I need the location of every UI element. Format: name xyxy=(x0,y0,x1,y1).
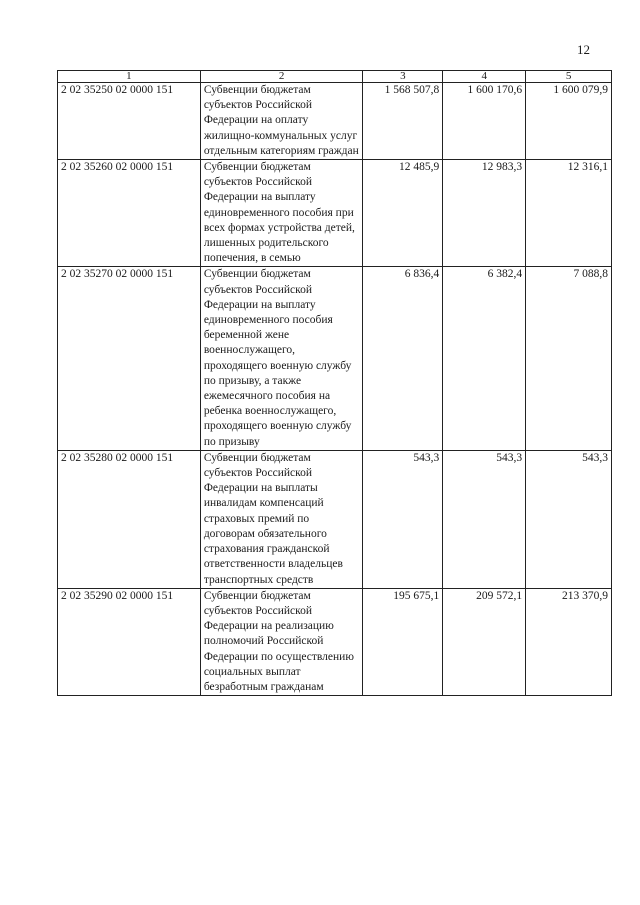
subvention-name: Субвенции бюджетам субъектов Российской Федерации на оплату жилищно-коммунальных услуг отдельным категориям граждан xyxy=(200,83,363,160)
subvention-name: Субвенции бюджетам субъектов Российской Федерации на выплату единовременного пособия беременной жене военнослужащего, проходящего военную службу по призыву, а также ежемесячного пособия на ребенка военнослужащего, проходящего военную службу по призыву xyxy=(200,267,363,450)
table-row xyxy=(58,83,612,160)
budget-code: 2 02 35280 02 0000 151 xyxy=(58,450,201,588)
subvention-name: Субвенции бюджетам субъектов Российской Федерации на реализацию полномочий Российской Федерации по осуществлению социальных выплат безработным гражданам xyxy=(200,588,363,695)
subvention-name: Субвенции бюджетам субъектов Российской Федерации на выплаты инвалидам компенсаций страховых премий по договорам обязательного страхования гражданской ответственности владельцев транспортных средств xyxy=(200,450,363,588)
subvention-name: Субвенции бюджетам субъектов Российской Федерации на выплату единовременного пособия при всех формах устройства детей, лишенных родительского попечения, в семью xyxy=(200,160,363,267)
amount-col-4: 209 572,1 xyxy=(443,588,526,695)
header-row xyxy=(58,71,612,83)
table-row xyxy=(58,267,612,450)
amount-col-5: 543,3 xyxy=(526,450,612,588)
amount-col-4: 543,3 xyxy=(443,450,526,588)
amount-col-3: 543,3 xyxy=(363,450,443,588)
budget-code: 2 02 35270 02 0000 151 xyxy=(58,267,201,450)
budget-code: 2 02 35250 02 0000 151 xyxy=(58,83,201,160)
budget-table xyxy=(57,70,612,696)
amount-col-3: 195 675,1 xyxy=(363,588,443,695)
column-header-3: 3 xyxy=(363,71,443,83)
table-row xyxy=(58,450,612,588)
budget-code: 2 02 35260 02 0000 151 xyxy=(58,160,201,267)
amount-col-3: 12 485,9 xyxy=(363,160,443,267)
column-header-1: 1 xyxy=(58,71,201,83)
amount-col-5: 12 316,1 xyxy=(526,160,612,267)
amount-col-4: 12 983,3 xyxy=(443,160,526,267)
amount-col-3: 1 568 507,8 xyxy=(363,83,443,160)
column-header-2: 2 xyxy=(200,71,363,83)
table-body xyxy=(58,83,612,696)
column-header-5: 5 xyxy=(526,71,612,83)
amount-col-3: 6 836,4 xyxy=(363,267,443,450)
table-row xyxy=(58,160,612,267)
amount-col-5: 213 370,9 xyxy=(526,588,612,695)
amount-col-4: 6 382,4 xyxy=(443,267,526,450)
page-number: 12 xyxy=(577,42,590,57)
table-header xyxy=(58,71,612,83)
amount-col-5: 1 600 079,9 xyxy=(526,83,612,160)
budget-code: 2 02 35290 02 0000 151 xyxy=(58,588,201,695)
amount-col-5: 7 088,8 xyxy=(526,267,612,450)
amount-col-4: 1 600 170,6 xyxy=(443,83,526,160)
column-header-4: 4 xyxy=(443,71,526,83)
table-row xyxy=(58,588,612,695)
